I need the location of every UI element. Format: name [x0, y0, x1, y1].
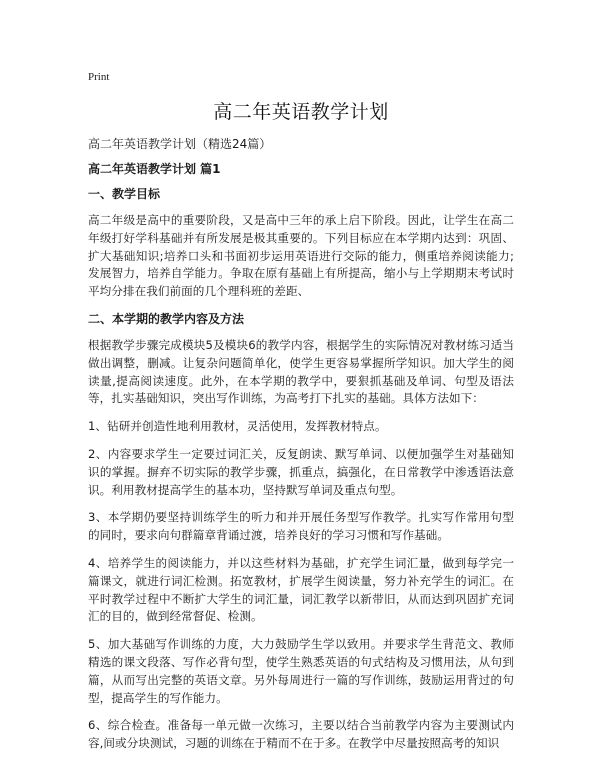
article-heading: 高二年英语教学计划 篇1 — [88, 162, 221, 176]
section-heading: 一、教学目标 — [88, 187, 161, 201]
list-item-1: 1、钻研并创造性地利用教材，灵活使用，发挥教材特点。 — [88, 419, 387, 434]
list-item-6: 6、综合检查。准备每一单元做一次练习，主要以结合当前教学内容为主要测试内容,间或分块测试，习题的训练在于精而不在于多。在教学中尽量按照高考的知识 — [88, 718, 514, 751]
document-page — [88, 70, 514, 763]
document-subtitle: 高二年英语教学计划（精选24篇） — [88, 137, 272, 151]
paragraph: 根据教学步骤完成模块5及模块6的教学内容，根据学生的实际情况对教材练习适当做出调整，删减。让复杂问题简单化，使学生更容易掌握所学知识。加大学生的阅读量,提高阅读速度。此外，在本学期的教学中，要狠抓基础及单词、句型及语法等，扎实基础知识，突出写作训练，为高考打下扎实的基础。具体方法如下： — [88, 337, 514, 406]
document-title: 高二年英语教学计划 — [213, 101, 389, 123]
list-item-3: 3、本学期仍要坚持训练学生的听力和并开展任务型写作教学。扎实写作常用句型的同时，要求向句群篇章背诵过渡，培养良好的学习习惯和写作基础。 — [88, 510, 514, 543]
list-item-4: 4、培养学生的阅读能力，并以这些材料为基础，扩充学生词汇量，做到每学完一篇课文，就进行词汇检测。拓宽教材，扩展学生阅读量，努力补充学生的词汇。在平时教学过程中不断扩大学生的词汇量，词汇教学以新带旧，从而达到巩固扩充词汇的目的，做到经常督促、检测。 — [88, 555, 514, 624]
print-label: Print — [88, 71, 110, 83]
paragraph: 高二年级是高中的重要阶段，又是高中三年的承上启下阶段。因此，让学生在高二年级打好学科基础并有所发展是极其重要的。下列目标应在本学期内达到：巩固、扩大基础知识;培养口头和书面初步运用英语进行交际的能力，侧重培养阅读能力;发展智力，培养自学能力。争取在原有基础上有所提高，缩小与上学期期末考试时平均分排在我们前面的几个理科班的差距、 — [88, 213, 514, 299]
list-item-2: 2、内容要求学生一定要过词汇关，反复朗读、默写单词、以便加强学生对基础知识的掌握。摒弃不切实际的教学步骤，抓重点，搞强化，在日常教学中渗透语法意识。利用教材提高学生的基本功，坚持默写单词及重点句型。 — [88, 446, 514, 497]
section-teaching-goals — [88, 186, 514, 301]
section-content-and-methods — [88, 311, 514, 753]
section-heading: 二、本学期的教学内容及方法 — [88, 311, 245, 326]
list-item-5: 5、加大基础写作训练的力度，大力鼓励学生学以致用。并要求学生背范文、教师精选的课文段落、写作必背句型，使学生熟悉英语的句式结构及习惯用法，从句到篇，从而写出完整的英语文章。另外每周进行一篇的写作训练，鼓励运用背过的句型，提高学生的写作能力。 — [88, 637, 514, 705]
